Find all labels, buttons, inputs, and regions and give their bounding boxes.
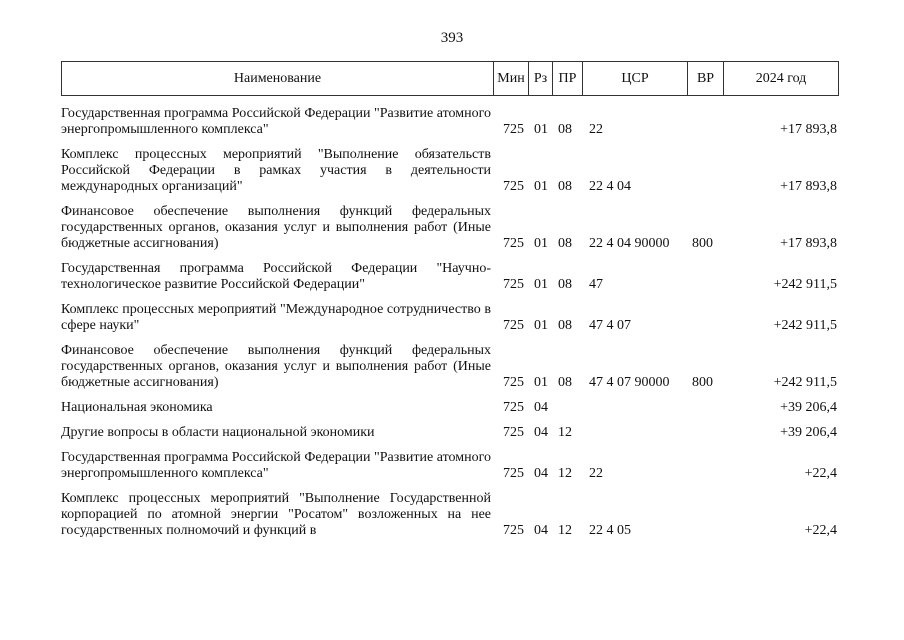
row-rz: 01 xyxy=(534,179,548,194)
row-pr: 08 xyxy=(558,179,572,194)
header-vr: ВР xyxy=(687,62,723,95)
row-name: Финансовое обеспечение выполнения функций федеральных государственных органов, оказания услуг и выполнения работ (Иные бюджетные ассигнования) xyxy=(61,204,491,251)
row-pr: 12 xyxy=(558,466,572,481)
table-row xyxy=(61,343,839,391)
row-sum: +242 911,5 xyxy=(773,375,837,390)
row-csr: 22 xyxy=(589,466,603,481)
row-name: Национальная экономика xyxy=(61,400,213,415)
row-min: 725 xyxy=(503,122,524,137)
row-min: 725 xyxy=(503,523,524,538)
row-rz: 04 xyxy=(534,400,548,415)
row-csr: 22 4 04 90000 xyxy=(589,236,670,251)
table-row xyxy=(61,302,839,334)
row-min: 725 xyxy=(503,375,524,390)
row-sum: +39 206,4 xyxy=(780,400,837,415)
row-pr: 12 xyxy=(558,523,572,538)
header-pr: ПР xyxy=(552,62,582,95)
row-csr: 47 4 07 xyxy=(589,318,631,333)
row-name: Комплекс процессных мероприятий "Выполнение Государственной корпорацией по атомной энергии "Росатом" возложенных на нее государственных полномочий и функций в xyxy=(61,491,491,538)
row-name: Другие вопросы в области национальной экономики xyxy=(61,425,375,440)
row-pr: 08 xyxy=(558,318,572,333)
row-name: Комплекс процессных мероприятий "Выполнение обязательств Российской Федерации в рамках участия в деятельности международных организаций" xyxy=(61,147,491,194)
row-rz: 04 xyxy=(534,425,548,440)
row-min: 725 xyxy=(503,425,524,440)
row-sum: +39 206,4 xyxy=(780,425,837,440)
row-sum: +17 893,8 xyxy=(780,236,837,251)
row-rz: 01 xyxy=(534,236,548,251)
table-row xyxy=(61,106,839,138)
row-sum: +22,4 xyxy=(804,466,837,481)
table-row xyxy=(61,425,839,441)
row-rz: 04 xyxy=(534,523,548,538)
header-name: Наименование xyxy=(233,71,322,86)
row-rz: 01 xyxy=(534,277,548,292)
row-name: Финансовое обеспечение выполнения функций федеральных государственных органов, оказания услуг и выполнения работ (Иные бюджетные ассигнования) xyxy=(61,343,491,390)
row-csr: 22 4 05 xyxy=(589,523,631,538)
row-min: 725 xyxy=(503,277,524,292)
row-min: 725 xyxy=(503,466,524,481)
table-row xyxy=(61,147,839,195)
row-sum: +22,4 xyxy=(804,523,837,538)
table-row xyxy=(61,400,839,416)
row-rz: 01 xyxy=(534,375,548,390)
row-pr: 12 xyxy=(558,425,572,440)
row-min: 725 xyxy=(503,400,524,415)
row-pr: 08 xyxy=(558,236,572,251)
row-name: Комплекс процессных мероприятий "Международное сотрудничество в сфере науки" xyxy=(61,302,491,333)
row-name: Государственная программа Российской Федерации "Развитие атомного энергопромышленного комплекса" xyxy=(61,106,491,137)
row-min: 725 xyxy=(503,318,524,333)
page-number: 393 xyxy=(440,30,464,46)
table-header xyxy=(61,61,839,96)
row-pr: 08 xyxy=(558,277,572,292)
row-csr: 22 4 04 xyxy=(589,179,631,194)
row-pr: 08 xyxy=(558,122,572,137)
table-row xyxy=(61,450,839,482)
table-row xyxy=(61,491,839,539)
row-vr: 800 xyxy=(692,236,713,251)
row-sum: +17 893,8 xyxy=(780,122,837,137)
row-sum: +17 893,8 xyxy=(780,179,837,194)
row-vr: 800 xyxy=(692,375,713,390)
row-sum: +242 911,5 xyxy=(773,277,837,292)
row-sum: +242 911,5 xyxy=(773,318,837,333)
table-row xyxy=(61,261,839,293)
row-csr: 47 4 07 90000 xyxy=(589,375,670,390)
row-csr: 47 xyxy=(589,277,603,292)
table-row xyxy=(61,204,839,252)
row-min: 725 xyxy=(503,179,524,194)
row-rz: 01 xyxy=(534,122,548,137)
row-min: 725 xyxy=(503,236,524,251)
header-rz: Рз xyxy=(528,62,552,95)
row-csr: 22 xyxy=(589,122,603,137)
header-year: 2024 год xyxy=(723,62,838,95)
header-csr: ЦСР xyxy=(582,62,687,95)
row-rz: 04 xyxy=(534,466,548,481)
row-rz: 01 xyxy=(534,318,548,333)
row-name: Государственная программа Российской Федерации "Научно-технологическое развитие Российской Федерации" xyxy=(61,261,491,292)
header-min: Мин xyxy=(493,62,528,95)
row-name: Государственная программа Российской Федерации "Развитие атомного энергопромышленного комплекса" xyxy=(61,450,491,481)
table-body xyxy=(61,106,839,548)
row-pr: 08 xyxy=(558,375,572,390)
